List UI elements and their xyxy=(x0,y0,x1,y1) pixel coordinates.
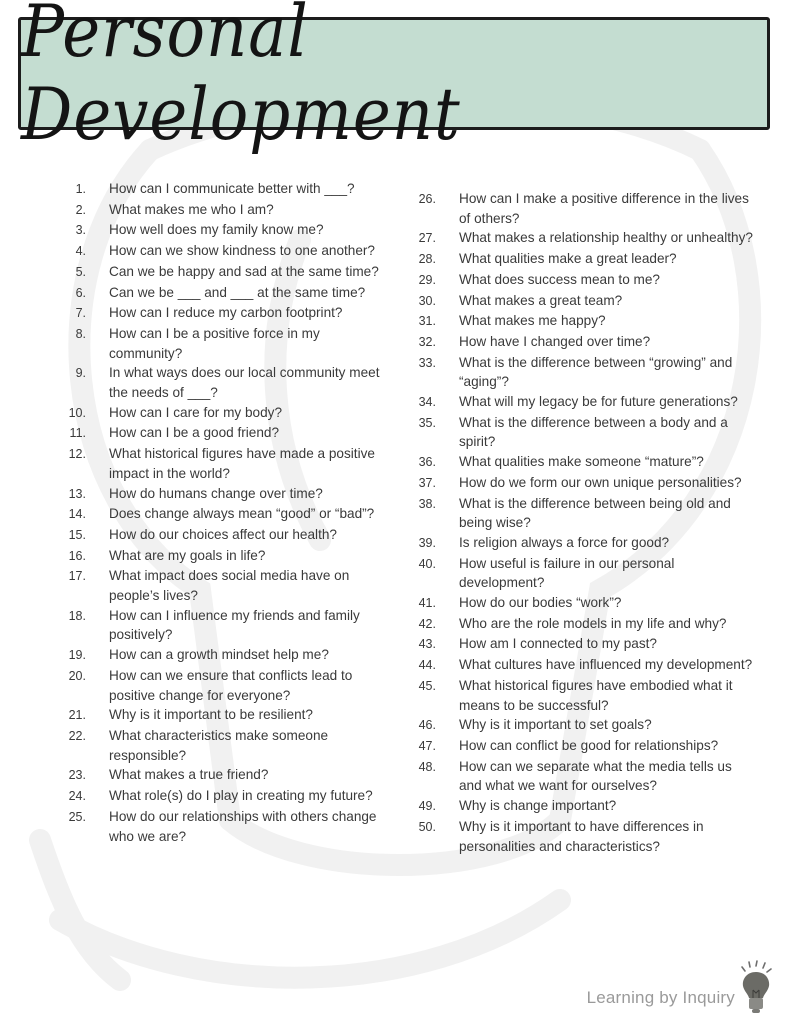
question-item xyxy=(408,736,753,757)
question-number: 16. xyxy=(68,548,86,563)
question-number: 27. xyxy=(418,231,436,246)
footer-brand: Learning by Inquiry xyxy=(586,988,735,1007)
question-text: How can I care for my body? xyxy=(109,404,283,420)
question-number: 49. xyxy=(418,799,436,814)
question-number: 41. xyxy=(418,596,436,611)
question-number: 24. xyxy=(68,789,86,804)
question-number: 34. xyxy=(418,395,436,410)
question-number: 39. xyxy=(418,535,436,550)
question-number: 35. xyxy=(418,415,436,430)
question-number: 33. xyxy=(418,355,436,370)
question-item xyxy=(408,413,753,452)
question-text: Why is it important to be resilient? xyxy=(109,707,313,723)
question-text: What is the difference between a body and a spirit? xyxy=(459,414,728,450)
question-number: 4. xyxy=(75,244,86,259)
question-item xyxy=(408,332,753,353)
question-item xyxy=(60,566,380,605)
question-item xyxy=(408,757,753,796)
question-item xyxy=(60,666,380,705)
question-text: Can we be ___ and ___ at the same time? xyxy=(109,284,366,300)
lightbulb-icon xyxy=(738,958,774,1016)
page-title: Personal Development xyxy=(21,0,461,157)
question-text: In what ways does our local community meet the needs of ___? xyxy=(109,365,380,401)
question-text: What qualities make a great leader? xyxy=(459,251,677,267)
question-number: 17. xyxy=(68,569,86,584)
question-number: 12. xyxy=(68,447,86,462)
question-number: 21. xyxy=(68,708,86,723)
question-item xyxy=(408,554,753,593)
question-number: 43. xyxy=(418,637,436,652)
question-text: How can conflict be good for relationships? xyxy=(459,737,719,753)
question-text: How well does my family know me? xyxy=(109,222,324,238)
question-number: 37. xyxy=(418,475,436,490)
question-text: What historical figures have embodied what it means to be successful? xyxy=(459,677,733,713)
question-item xyxy=(408,715,753,736)
question-text: How do our choices affect our health? xyxy=(109,526,337,542)
question-item xyxy=(60,200,380,221)
question-text: Why is it important to have differences in personalities and characteristics? xyxy=(459,818,704,854)
question-item xyxy=(408,311,753,332)
question-item xyxy=(60,363,380,402)
question-text: Why is it important to set goals? xyxy=(459,717,652,733)
question-number: 29. xyxy=(418,272,436,287)
question-item xyxy=(60,726,380,765)
question-item xyxy=(60,484,380,505)
question-text: Is religion always a force for good? xyxy=(459,534,670,550)
question-item xyxy=(408,614,753,635)
question-item xyxy=(408,189,753,228)
question-text: How can we ensure that conflicts lead to positive change for everyone? xyxy=(109,667,353,703)
question-number: 8. xyxy=(75,326,86,341)
question-number: 38. xyxy=(418,496,436,511)
question-item xyxy=(60,705,380,726)
question-text: How do humans change over time? xyxy=(109,485,323,501)
question-number: 20. xyxy=(68,668,86,683)
question-item xyxy=(60,786,380,807)
question-item xyxy=(408,796,753,817)
question-text: How can we show kindness to one another? xyxy=(109,243,375,259)
question-number: 6. xyxy=(75,285,86,300)
question-list-left xyxy=(60,179,380,846)
question-item xyxy=(60,444,380,483)
question-text: How can I communicate better with ___? xyxy=(109,181,355,196)
question-text: What makes a true friend? xyxy=(109,767,269,783)
question-number: 3. xyxy=(75,223,86,238)
question-item xyxy=(408,249,753,270)
question-text: How can I make a positive difference in the lives of others? xyxy=(459,191,749,226)
question-text: Does change always mean “good” or “bad”? xyxy=(109,506,375,522)
question-number: 2. xyxy=(75,202,86,217)
question-number: 25. xyxy=(68,809,86,824)
question-item xyxy=(60,645,380,666)
question-text: Why is change important? xyxy=(459,798,617,814)
question-number: 10. xyxy=(68,405,86,420)
question-text: What impact does social media have on people’s lives? xyxy=(109,568,350,604)
question-text: How can I be a good friend? xyxy=(109,425,280,441)
question-number: 14. xyxy=(68,507,86,522)
question-item xyxy=(60,546,380,567)
question-item xyxy=(408,228,753,249)
question-text: What does success mean to me? xyxy=(459,271,660,287)
question-text: What are my goals in life? xyxy=(109,547,266,563)
question-text: What characteristics make someone responsible? xyxy=(109,727,329,763)
question-item xyxy=(60,262,380,283)
question-number: 47. xyxy=(418,738,436,753)
question-text: What qualities make someone “mature”? xyxy=(459,454,704,470)
question-text: What makes a great team? xyxy=(459,292,623,308)
question-item xyxy=(408,270,753,291)
question-text: How can I influence my friends and family positively? xyxy=(109,607,360,643)
question-item xyxy=(408,291,753,312)
question-number: 42. xyxy=(418,616,436,631)
question-number: 28. xyxy=(418,252,436,267)
question-item xyxy=(408,533,753,554)
question-text: What role(s) do I play in creating my future? xyxy=(109,788,373,804)
question-number: 1. xyxy=(75,182,86,196)
question-number: 5. xyxy=(75,264,86,279)
question-number: 31. xyxy=(418,314,436,329)
question-item xyxy=(408,473,753,494)
question-item xyxy=(408,655,753,676)
question-item xyxy=(408,452,753,473)
question-number: 40. xyxy=(418,556,436,571)
question-number: 30. xyxy=(418,293,436,308)
question-number: 36. xyxy=(418,455,436,470)
question-list-right xyxy=(408,189,753,856)
question-text: Who are the role models in my life and why? xyxy=(459,615,727,631)
question-number: 19. xyxy=(68,648,86,663)
question-number: 45. xyxy=(418,678,436,693)
question-item xyxy=(60,765,380,786)
question-number: 50. xyxy=(418,819,436,834)
question-item xyxy=(60,606,380,645)
question-item xyxy=(408,634,753,655)
question-text: How can I reduce my carbon footprint? xyxy=(109,305,343,321)
question-number: 7. xyxy=(75,306,86,321)
question-item xyxy=(408,392,753,413)
question-number: 15. xyxy=(68,527,86,542)
question-number: 22. xyxy=(68,728,86,743)
question-text: What makes a relationship healthy or unhealthy? xyxy=(459,230,753,246)
question-item xyxy=(60,423,380,444)
question-item xyxy=(60,403,380,424)
question-item xyxy=(408,817,753,856)
question-item xyxy=(408,676,753,715)
question-item xyxy=(60,807,380,846)
question-item xyxy=(60,525,380,546)
question-text: What makes me who I am? xyxy=(109,201,274,217)
question-text: How have I changed over time? xyxy=(459,333,651,349)
question-item xyxy=(408,494,753,533)
question-text: What is the difference between being old and being wise? xyxy=(459,495,731,531)
question-text: How can I be a positive force in my community? xyxy=(109,325,320,361)
question-text: What will my legacy be for future generations? xyxy=(459,394,738,410)
question-text: How do we form our own unique personalities? xyxy=(459,474,742,490)
question-number: 32. xyxy=(418,334,436,349)
question-text: How useful is failure in our personal development? xyxy=(459,555,675,591)
question-text: How am I connected to my past? xyxy=(459,636,657,652)
question-item xyxy=(60,303,380,324)
question-item xyxy=(60,504,380,525)
question-text: How can a growth mindset help me? xyxy=(109,647,329,663)
question-item xyxy=(60,179,380,200)
question-text: What makes me happy? xyxy=(459,313,606,329)
question-number: 23. xyxy=(68,768,86,783)
question-item xyxy=(408,353,753,392)
question-number: 44. xyxy=(418,658,436,673)
question-number: 11. xyxy=(69,426,86,441)
question-item xyxy=(60,283,380,304)
question-number: 13. xyxy=(68,486,86,501)
question-item xyxy=(60,324,380,363)
question-text: What historical figures have made a positive impact in the world? xyxy=(109,446,375,481)
question-number: 48. xyxy=(418,759,436,774)
question-text: How do our bodies “work”? xyxy=(459,595,622,611)
question-item xyxy=(408,593,753,614)
question-number: 46. xyxy=(418,718,436,733)
question-number: 18. xyxy=(68,608,86,623)
question-item xyxy=(60,220,380,241)
question-text: What is the difference between “growing” and “aging”? xyxy=(459,354,733,390)
question-text: How can we separate what the media tells us and what we want for ourselves? xyxy=(459,758,732,794)
question-number: 9. xyxy=(75,366,86,381)
question-text: How do our relationships with others change who we are? xyxy=(109,808,377,844)
question-text: Can we be happy and sad at the same time? xyxy=(109,263,379,279)
title-banner xyxy=(18,0,770,157)
question-item xyxy=(60,241,380,262)
question-text: What cultures have influenced my development? xyxy=(459,657,753,673)
question-number: 26. xyxy=(418,192,436,206)
